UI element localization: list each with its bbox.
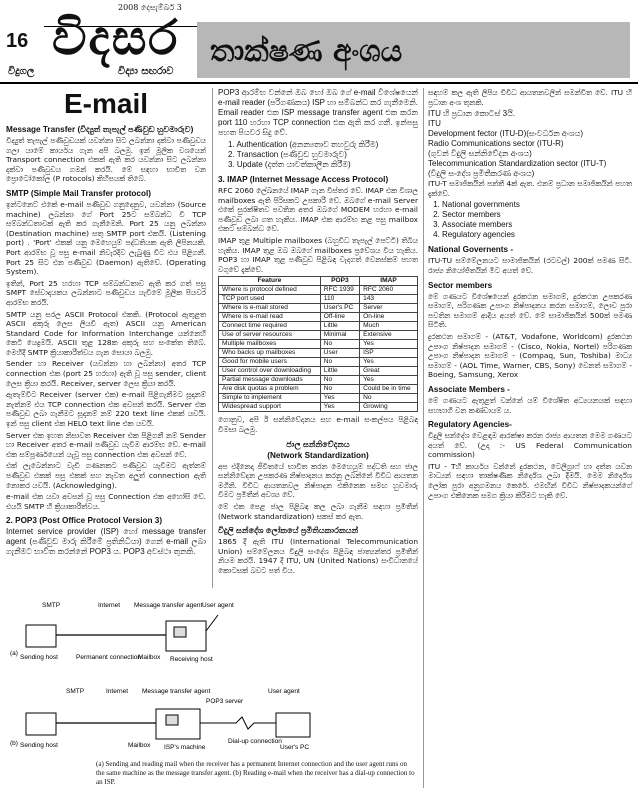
table-cell: No — [320, 358, 359, 367]
table-cell: Use of server resources — [219, 331, 321, 340]
paragraph: SMTP යනු සරල ASCII Protocol එකකි. (Protocol ඇතුළත ASCII අකුරු ලෙස ලියවී ඇත) ASCII යනු American Standard Code for Information Interchange යන්නෙහි කෙටි යෙදුමයි. ASCII තුළ 128ක අකුරු සහ සංකේත තිබේ. මෙහිදී SMTP ක්‍රියාකාරීත්වය ගැන සොයා බලමු. — [6, 309, 206, 357]
table-row — [219, 340, 418, 349]
table-cell: No — [320, 376, 359, 385]
subheading: (Network Standardization) — [267, 450, 369, 460]
paragraph: ගොනුව, අපි ඊ සන්නිවේදනය සහ e-mail සංකල්පය පිළිබඳ විමසා බලමු. — [218, 415, 418, 434]
subheading: 2. POP3 (Post Office Protocol Version 3) — [6, 516, 163, 526]
list-item: ITU — [428, 119, 441, 129]
list-item: (විදුලි සංදේශ ප්‍රමිතීකරණ අංශය) — [428, 169, 535, 179]
paragraph: POP3 ආරම්භ වන්නේ ඔබ හෝ ඔබ ගේ e-mail විශේෂයෙන් e-mail reader (පරිගණකය) ISP හා සම්බන්ධ කර ගැනීමෙනි. Email reader එක ISP message transfer agent එක කරන port 110 හරහා TCP connection එක ඇති කර ගනී. ඉන්පසු පහත පියවර සිදු වේ. — [218, 88, 419, 137]
table-cell: Multiple mailboxes — [219, 340, 321, 349]
users-pc-box — [276, 713, 310, 737]
list-item: 3. Update (දත්ත යාවත්කාලීන කිරීම) — [228, 160, 351, 169]
subheading: Message Transfer (විද්‍යුත් තැපැල් පණිවුඩ හුවමාරුව) — [6, 125, 194, 134]
paragraph: ඇතැම්විට Receiver (server එක) e-mail පිළිගැනීමට සූදානම් නැත්නම් එය TCP connection එක අවසන් කරයි. Server එක පණිවුඩ ලබා ගැනීමට සූදානම් නම් 220 text line එකක් යවයි. ඉන් පසු client එක HELO text line එක යවයි. — [6, 390, 206, 429]
table-cell: Where is e-mail stored — [219, 304, 321, 313]
table-row — [219, 295, 418, 304]
list-item: Radio Communications sector (ITU-R) — [428, 139, 564, 149]
pop3-imap-comparison-table — [218, 276, 418, 412]
table-cell: RFC 1939 — [320, 286, 359, 295]
paragraph: මේ ගණයට විශේෂයෙන් දුරකථන සමාගම්, දුරකථන උපකරණ සමාගම්, පරිගණක උපාංග නිෂ්පාදනය කරන සමාගම්, ලොව පුරා පවතින සමාගම් ආදිය අයත් වේ. මේ සාමාජිකයින් 500ක් පමණ සිටිති. — [428, 291, 632, 330]
column-1 — [6, 88, 206, 559]
subheading: ජාල සන්නිවේදනය — [286, 439, 350, 449]
isp-machine-label: ISP's machine — [164, 744, 206, 751]
table-cell: User — [320, 349, 359, 358]
table-row — [219, 367, 418, 376]
table-cell: Could be in time — [360, 385, 418, 394]
table-row — [219, 403, 418, 412]
figure-caption: (a) Sending and reading mail when the receiver has a permanent Internet connection and the user agent runs on the same machine as the message transfer agent. (b) Reading e-mail when the receiver has a dial-up connection to an ISP. — [96, 760, 415, 786]
table-cell: User control over downloading — [219, 367, 321, 376]
list-item: 1. National governments — [442, 200, 632, 210]
user-agent-label: User agent — [202, 602, 234, 609]
mailbox-icon — [174, 627, 186, 637]
table-cell: Little — [320, 367, 359, 376]
table-row — [219, 358, 418, 367]
subheading: Associate Members - — [428, 384, 510, 394]
users-pc-label: User's PC — [280, 744, 310, 751]
table-cell: Server — [360, 304, 418, 313]
table-row — [219, 313, 418, 322]
table-cell: Where is e-mail read — [219, 313, 321, 322]
table-header: IMAP — [360, 277, 418, 286]
sending-host-label: Sending host — [20, 654, 58, 661]
user-agent-pointer — [206, 615, 218, 631]
table-cell: 143 — [360, 295, 418, 304]
table-cell: ISP — [360, 349, 418, 358]
table-row — [219, 304, 418, 313]
table-cell: Extensive — [360, 331, 418, 340]
sending-host-box — [26, 713, 56, 735]
part-a-label: (a) — [10, 650, 18, 657]
table-cell: Great — [360, 367, 418, 376]
table-cell: No — [320, 340, 359, 349]
receiving-host-label: Receiving host — [170, 656, 213, 663]
paragraph: RFC 2060 ලේඛනයේ IMAP ගැන විස්තර වේ. IMAP එක විශාල mailboxes ඇති පිරිසකට උපකාරී වේ. ඔබගේ e-mail Server එකේ සුරක්ෂිතව පවතින අතර ඔබගේ MODEM හරහා e-mail පණිවුඩ ලබා ගත හැකිය. IMAP එක ආරම්භ කළ පසු mailbox එකට සම්බන්ධ වේ. — [218, 186, 418, 234]
table-header: POP3 — [320, 277, 359, 286]
table-cell: Who backs up mailboxes — [219, 349, 321, 358]
column-divider — [212, 88, 213, 588]
list-item: Telecommunication Standardization sector (ITU-T) — [428, 159, 607, 169]
table-cell: TCP port used — [219, 295, 321, 304]
mailbox-label: Mailbox — [128, 742, 151, 749]
table-cell: Minimal — [320, 331, 359, 340]
paragraph: එක් ලැබෙන්නාට වැඩි ගණනකට පණිවුඩ යැවීමට ඇත්නම් පණිවුඩ එකක් පසු එකක් සහ නැවත අලුත් connection ඇති නොකර යවයි. (Acknowledging). — [6, 461, 206, 490]
smtp-label: SMTP — [42, 602, 61, 609]
page-number: 16 — [6, 30, 29, 52]
user-agent-label: User agent — [268, 688, 300, 695]
list-item: 3. Associate members — [442, 220, 632, 230]
masthead-subtitle: විද්‍යා සඟරාව — [118, 66, 174, 77]
table-cell: Off-line — [320, 313, 359, 322]
table-cell: Partial message downloads — [219, 376, 321, 385]
table-row — [219, 394, 418, 403]
perm-conn-label: Permanent connection — [76, 654, 142, 661]
table-header-row — [219, 277, 418, 286]
paragraph: අප එදිනෙදා ජීවිතයේ භාවිත කරන මෙහෙයුම් පද්ධති සහ ජාල සන්නිවේදන උපකරණ නිෂ්පාදනය කරනු ලබන්නේ විවිධ ආයතන මගිනි. විවිධ ආයතනවල නිෂ්පාදන එකිනෙක සමඟ හුවමාරු වීමට ප්‍රමිතීන් අවශ්‍ය වේ. — [218, 461, 418, 500]
issue-date: 2008 දෙසැම්බර් 3 — [118, 3, 182, 12]
mailbox-icon — [166, 715, 178, 725]
table-cell: Little — [320, 322, 359, 331]
table-cell: Yes — [360, 340, 418, 349]
table-cell: Yes — [360, 358, 418, 367]
section-banner-title: තාක්ෂණ අංශය — [210, 34, 403, 69]
table-row — [219, 376, 418, 385]
paragraph: Internet service provider (ISP) හෝ message transfer agent (පණිවුඩ මාරු කිරීමේ ප්‍රතිනිධියා) ගෙන් e-mail ලබා ගැනීමට භාවිත කරන්නේ POP3 ය. POP3 අවස්ථා තුනකි. — [6, 527, 206, 557]
subheading: Sector members — [428, 280, 493, 290]
table-cell: 110 — [320, 295, 359, 304]
paragraph: e-mail එක යවා අවසන් වූ පසු Connection එක අහෝසි වේ. එයයි SMTP හි ක්‍රියාකාරීත්වය. — [6, 492, 206, 511]
paragraph: ඉන්ටනෙට් එකේ e-mail පණිවුඩ ගනුදෙනුව, යවන්නා (Source machine) ලබන්නා ගේ Port 25ට සම්බන්ධ වී TCP සම්බන්ධතාවක් ඇති කර ගැනීමෙනි. Port 25 යනු ලබන්නා (Destination machine) සතු SMTP port එකයි. (Listening port) . 'Port' එකක් යනු මෙහෙයුම් පද්ධතියක ඇති ලිපිනයකි. Port ආරම්භ වූ පසු e-mail නිවැරදිව ලැබුණු විට එය පිළිගනී. Port 25 සිට එන පණිවුඩ (Daemon) ඇතිවේ. (Operating System). — [6, 199, 206, 277]
table-cell: Growing — [360, 403, 418, 412]
paragraph: ඉතින්, Port 25 හරහා TCP සම්බන්ධතාව ඇති කර ගත් පසු SMPT සේවාදායකය ලබන්නාට පණිවුඩය යැවීමේ මූලික පියවර ආරම්භ කරයි. — [6, 278, 206, 307]
paragraph: 1865 දී ඇති ITU (International Telecommunication Union) සම්මේලනය විදුලි සංදේශ පිළිබඳ ජාත්‍යන්තර ප්‍රමිතීන් නියම කරයි. 1947 දී ITU, UN (United Nations) සංවිධානයේ කොටසක් බවට පත් විය. — [218, 537, 418, 575]
paragraph: මේ එක පෙළ ජාල පිළිබඳ කල ලබා ගැනීම සඳහා ප්‍රමිතීන් (Network standardization) සකස් කර ඇත. — [218, 501, 418, 521]
paragraph: Server එක ඉහත නිසාවත Receiver එක පිළිගනී නම් Sender හා Receiver අතර e-mail පණිවුඩ යැවීම ආරම්භ වේ. e-mail එක සම්පූර්ණයෙන් යැවූ පසු connection එක අවසන් වේ. — [6, 430, 206, 459]
paragraph: දුරකථන සමාගම් - (AT&T, Vodafone, Worldcom) දුරකථන උපාංග නිෂ්පාදන සමාගම් - (Cisco, Nokia, Nortel) පරිගණක උපාංග නිෂ්පාදන සමාගම් - (Compaq, Sun, Toshiba) මාධ්‍ය සමාගම් - (AOL Time, Warner, CBS, Sony) වෙනත් සමාගම් - Boeing, Samsung, Xerox — [428, 331, 632, 380]
table-cell: No — [360, 394, 418, 403]
table-row — [219, 286, 418, 295]
sending-host-label: Sending host — [20, 742, 58, 749]
sending-host-box — [26, 625, 56, 647]
smtp-label: SMTP — [66, 688, 85, 695]
column-3 — [428, 88, 632, 502]
table-body — [219, 286, 418, 412]
table-cell: Yes — [360, 376, 418, 385]
table-cell: Widespread support — [219, 403, 321, 412]
dialup-label: Dial-up connection — [228, 738, 282, 745]
pop3-server-label: POP3 server — [206, 698, 244, 705]
list-item: Development fector (ITU-D)(සංවර්ධන අංශය) — [428, 129, 584, 139]
subheading: National Governents - — [428, 245, 514, 255]
table-cell: Much — [360, 322, 418, 331]
table-row — [219, 349, 418, 358]
subheading: Regulatory Agencies- — [428, 420, 512, 430]
mailbox-label: Mailbox — [138, 654, 161, 661]
list-item: 2. Transaction (පණිවුඩ හුවමාරුව) — [228, 150, 347, 159]
paragraph: ITU - Tහි කාර්යය වන්නේ දුරකථන, ටෙලිග්‍රාෆ් හා දත්ත යවන මාධ්‍යන් සඳහා තාක්ෂණික නිර්දේශ ලබා දීමයි. මෙම නිර්දේශ ලෝක පුරා අනුගමනය කෙරේ. එමඟින් විවිධ නිෂ්පාදකයන්ගේ උපාංග එකිනෙක සමග ක්‍රියා කිරීමට හැකි වේ. — [428, 461, 632, 500]
column-2 — [218, 88, 418, 577]
list-item: 4. Regulatory agencies — [442, 230, 632, 240]
internet-label: Internet — [106, 688, 129, 695]
table-cell: Where is protocol defined — [219, 286, 321, 295]
article-title: E-mail — [63, 88, 149, 119]
table-cell: Yes — [320, 394, 359, 403]
masthead-logo: විදසර — [52, 10, 180, 66]
subheading: SMTP (Simple Mail Transfer protocol) — [6, 188, 151, 198]
table-cell: Good for mobile users — [219, 358, 321, 367]
subheading: 3. IMAP (Internet Message Access Protocol) — [218, 175, 389, 184]
list-item: 2. Sector members — [442, 210, 632, 220]
paragraph: විද්‍යුත් තැපැල් පණිවුඩයක් යවන්නා සිට ලබන්නා දක්වා පණිවුඩය ගලා යාමේ කාර්යය ගැන අපි බලමු. ඉන් මූලික වශයෙන් Transport connection එකක් ඇති කර යවන්නා සිට ලබන්නා දක්වා පණිවුඩය ගමන් කරයි. මේ සඳහා භාවිත වන ප්‍රොටෝකෝල (P rotocols) කිහිපයක් තිබේ. — [6, 136, 206, 184]
table-cell: User's PC — [320, 304, 359, 313]
list-item: ITU හි ප්‍රධාන කොටස් 3යි. — [428, 109, 516, 119]
table-cell: Simple to implement — [219, 394, 321, 403]
column-divider — [423, 88, 424, 788]
mta-label: Message transfer agent — [142, 688, 211, 695]
paragraph: Sender හා Receiver (යවන්නා හා ලබන්නා) අතර TCP connection එක (port 25 හරහා) ඇති වූ පසු sender, client ලෙස ක්‍රියා කරයි. Receiver, server ලෙස ක්‍රියා කරයි. — [6, 359, 206, 388]
list-item: 1. Authentication (අනන්‍යතාව තහවුරු කිරීම) — [228, 140, 379, 149]
table-cell: Are disk quotas a problem — [219, 385, 321, 394]
header-divider — [0, 82, 638, 84]
paragraph: විදුලි සන්දේශ වෙළඳාම ආරක්ෂා කරන රාජ්‍ය ආයතන මෙම ගණයට අයත් වේ. (උදා :- US Federal Communication commission) — [428, 431, 632, 460]
paragraph: IMAP තුළ Multiple mailboxes (බහුවිධ තැපැල් පෙට්ටි) තිබිය හැකිය. IMAP තුළ ඔබ ඔබගේ mailboxes ප්‍රවේශය විය හැකිය. POP3 හා IMAP තුළ පණිවුඩ පිළිබඳ වැදගත් වෙනස්කම් පහත වගුවේ දැක්වේ. — [218, 235, 418, 274]
paragraph: සඳහම් කල ඇති ලිපිය විවිධ ආයතනවලින් සමන්විත වේ. ITU හි ප්‍රධාන අංශ තුනකි. — [428, 88, 632, 107]
table-cell: RFC 2060 — [360, 286, 418, 295]
table-row — [219, 385, 418, 394]
internet-label: Internet — [98, 602, 121, 609]
table-cell: Yes — [320, 403, 359, 412]
table-row — [219, 322, 418, 331]
paragraph: ITU-T සමාජිකයින් පන්තී 4ක් ඇත. එනම් ප්‍රධාන සමාජිකයින් පහත දැක්වේ. — [428, 179, 632, 198]
section-label: විදුගල — [8, 66, 35, 77]
table-cell: On-line — [360, 313, 418, 322]
table-header: Feature — [219, 277, 321, 286]
dialup-line — [200, 717, 276, 729]
table-cell: No — [320, 385, 359, 394]
subheading: විදුලි සන්දේශ ලෝකයේ ප්‍රමිතියකාරකයන් — [218, 526, 359, 536]
paragraph: මේ ගණයට ඇතුළත් වන්නේ යම් විශේෂිත අධ්‍යයනයක් සඳහා සහභාගි වන කණ්ඩායම් ය. — [428, 395, 632, 415]
paragraph: ITU-TU සම්මේලනයට සාමාජිකයින් (රටවල්) 200ක් පමණ සිටී. රාජ්‍ය නියෝජිතයින් මීට අයත් වේ. — [428, 256, 632, 275]
member-classes-list — [442, 200, 632, 240]
table-cell: Connect time required — [219, 322, 321, 331]
mta-label: Message transfer agent — [134, 602, 203, 609]
list-item: (ගුවන් විදුලි සන්නිවේදන අංශය) — [428, 149, 532, 159]
part-b-label: (b) — [10, 740, 18, 747]
table-row — [219, 331, 418, 340]
